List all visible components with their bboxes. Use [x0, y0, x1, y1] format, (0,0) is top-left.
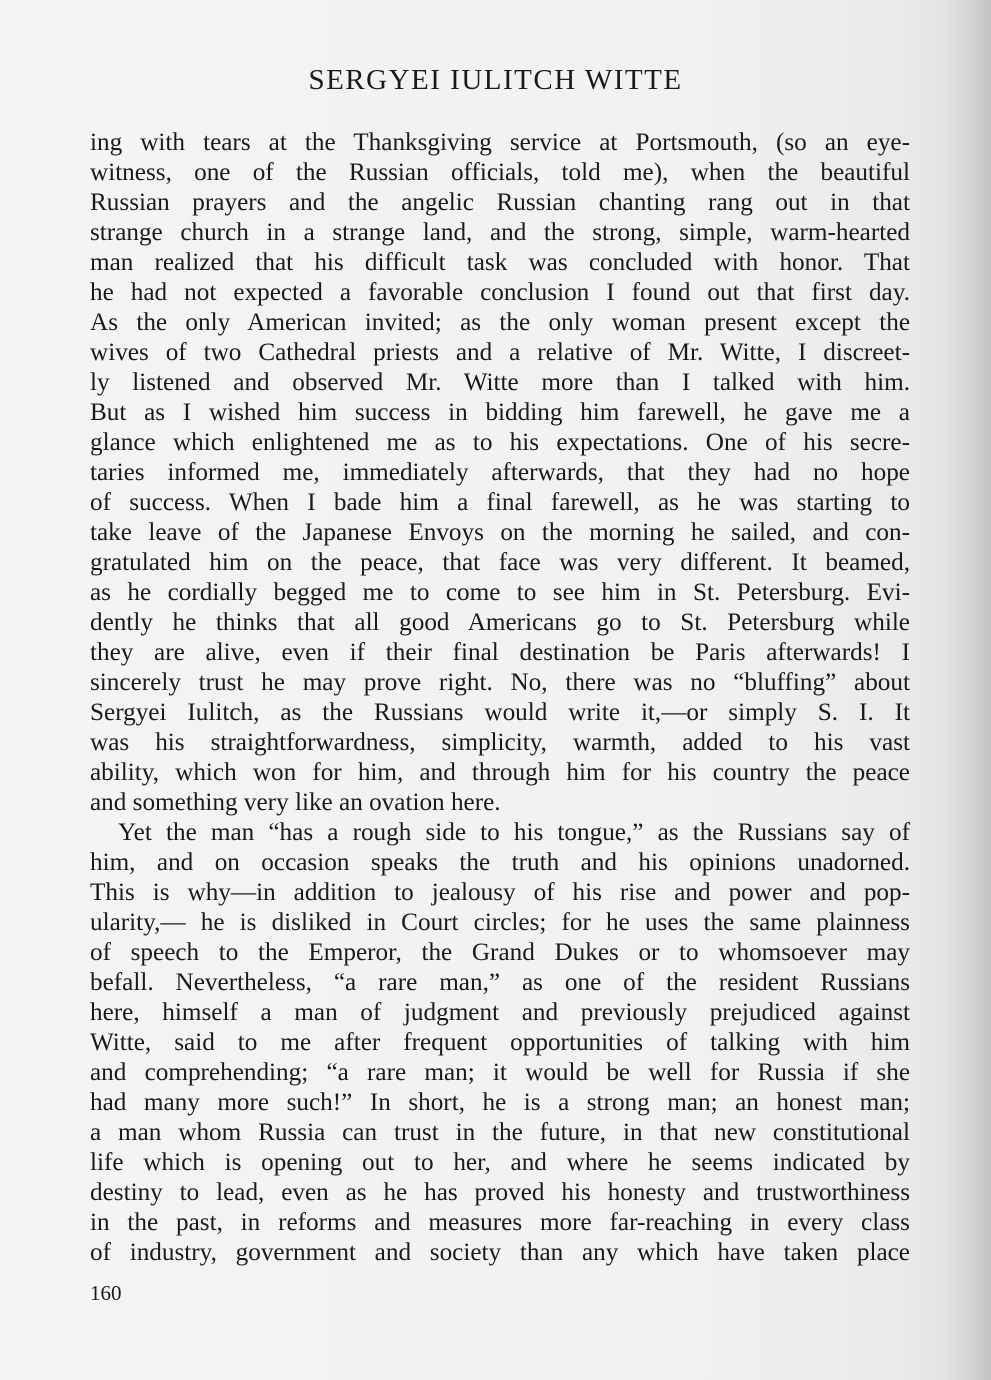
text-line: as he cordially begged me to come to see him in St. Petersburg. Evi-: [90, 579, 910, 606]
text-line: he had not expected a favorable conclusion I found out that first day.: [90, 279, 910, 306]
text-line: Sergyei Iulitch, as the Russians would write it,—or simply S. I. It: [90, 699, 910, 726]
text-line: ability, which won for him, and through him for his country the peace: [90, 759, 910, 786]
text-line: ularity,— he is disliked in Court circles; for he uses the same plainness: [90, 909, 910, 936]
text-line: of success. When I bade him a final farewell, as he was starting to: [90, 489, 910, 516]
text-line: Yet the man “has a rough side to his tongue,” as the Russians say of: [118, 819, 910, 846]
running-head: SERGYEI IULITCH WITTE: [308, 64, 683, 96]
text-line: But as I wished him success in bidding him farewell, he gave me a: [90, 399, 910, 426]
text-line: was his straightforwardness, simplicity, warmth, added to his vast: [90, 729, 910, 756]
text-line: here, himself a man of judgment and previously prejudiced against: [90, 999, 910, 1026]
text-line: This is why—in addition to jealousy of his rise and power and pop-: [90, 879, 910, 906]
text-line: taries informed me, immediately afterwards, that they had no hope: [90, 459, 910, 486]
text-line: take leave of the Japanese Envoys on the morning he sailed, and con-: [90, 519, 910, 546]
text-line: Witte, said to me after frequent opportunities of talking with him: [90, 1029, 910, 1056]
text-line: a man whom Russia can trust in the future, in that new constitutional: [90, 1119, 910, 1146]
text-line: and something very like an ovation here.: [90, 789, 501, 816]
text-line: Russian prayers and the angelic Russian chanting rang out in that: [90, 189, 910, 216]
text-line: ly listened and observed Mr. Witte more than I talked with him.: [90, 369, 910, 396]
text-line: of speech to the Emperor, the Grand Dukes or to whomsoever may: [90, 939, 910, 966]
text-line: befall. Nevertheless, “a rare man,” as one of the resident Russians: [90, 969, 910, 996]
page-number: 160: [90, 1281, 122, 1305]
text-line: strange church in a strange land, and the strong, simple, warm-hearted: [90, 219, 910, 246]
text-line: As the only American invited; as the only woman present except the: [90, 309, 910, 336]
paragraph-2: [90, 818, 910, 1268]
text-line: ing with tears at the Thanksgiving service at Portsmouth, (so an eye-: [90, 129, 910, 156]
text-line: him, and on occasion speaks the truth and his opinions unadorned.: [90, 849, 910, 876]
text-line: they are alive, even if their final destination be Paris afterwards! I: [90, 639, 910, 666]
text-line: and comprehending; “a rare man; it would be well for Russia if she: [90, 1059, 910, 1086]
text-line: in the past, in reforms and measures more far-reaching in every class: [90, 1209, 910, 1236]
text-line: man realized that his difficult task was concluded with honor. That: [90, 249, 910, 276]
text-line: sincerely trust he may prove right. No, there was no “bluffing” about: [90, 669, 910, 696]
body-text: [90, 128, 910, 1268]
text-line: life which is opening out to her, and where he seems indicated by: [90, 1149, 910, 1176]
text-line: glance which enlightened me as to his expectations. One of his secre-: [90, 429, 910, 456]
paragraph-1: [90, 128, 910, 818]
text-line: dently he thinks that all good Americans go to St. Petersburg while: [90, 609, 910, 636]
text-line: wives of two Cathedral priests and a relative of Mr. Witte, I discreet-: [90, 339, 910, 366]
text-line: gratulated him on the peace, that face was very different. It beamed,: [90, 549, 910, 576]
page-gutter-shadow: [946, 0, 991, 1380]
text-line: witness, one of the Russian officials, told me), when the beautiful: [90, 159, 910, 186]
text-line: of industry, government and society than any which have taken place: [90, 1239, 910, 1266]
text-line: had many more such!” In short, he is a strong man; an honest man;: [90, 1089, 910, 1116]
text-line: destiny to lead, even as he has proved his honesty and trustworthiness: [90, 1179, 910, 1206]
